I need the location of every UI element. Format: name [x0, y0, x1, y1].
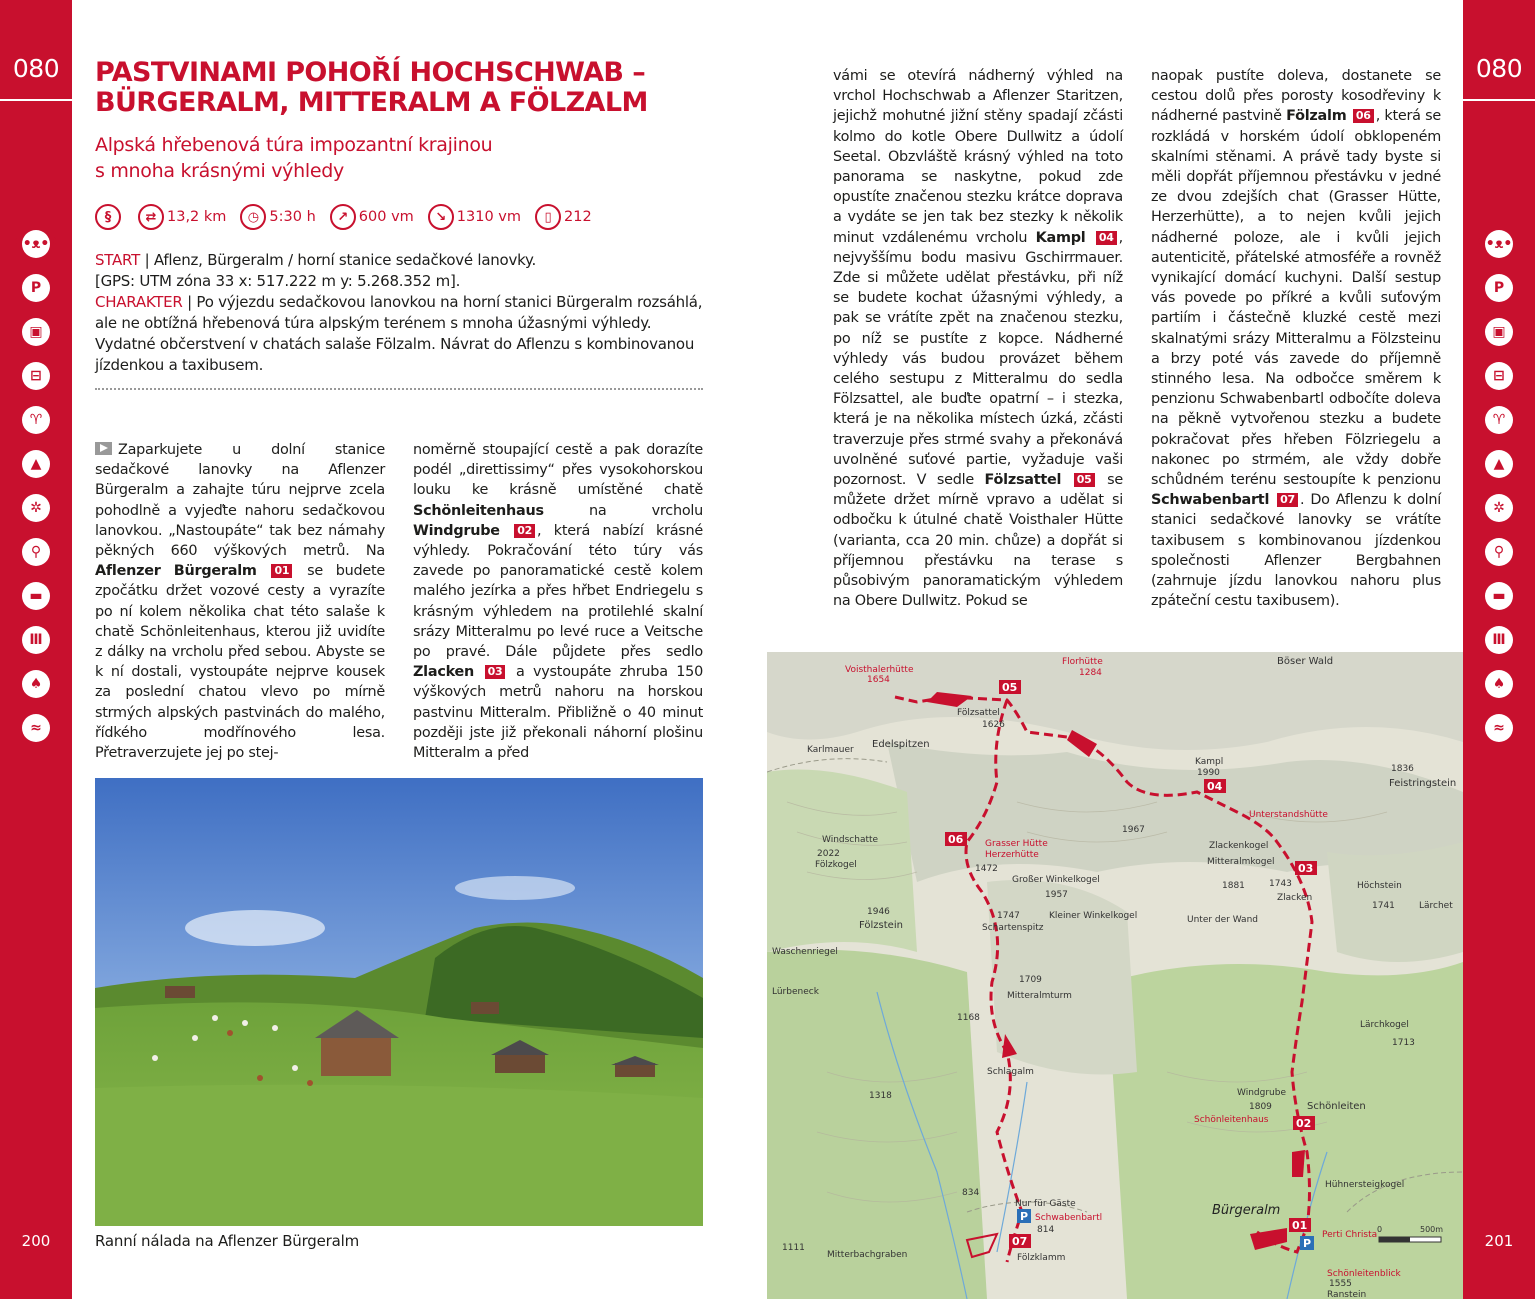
- page-title: [95, 58, 655, 118]
- text-span: Zaparkujete u dolní stanice sedačkové lanovky na Aflenzer Bürgeralm a zahajte túru nejprve zcela pohodlně a vyjeďte nahoru sedačkovou lanovkou. „Nastoupáte“ tak bez námahy pěkných 660 výškových metrů. Na: [95, 442, 385, 560]
- page-number-left: 200: [21, 1232, 51, 1250]
- snowflake-icon: ✲: [22, 494, 50, 522]
- map-badge-06: 06: [948, 833, 964, 846]
- duration-value: 5:30 h: [269, 209, 316, 225]
- scale-500-label: 500m: [1420, 1225, 1444, 1234]
- map-label: Schönleitenblick: [1327, 1269, 1401, 1279]
- map-badge-07: 07: [1012, 1235, 1028, 1248]
- ascent-icon: ↗: [330, 204, 356, 230]
- tour-info: [95, 250, 705, 376]
- bicycle-icon: ⚲: [22, 538, 50, 566]
- start-label: START: [95, 251, 141, 269]
- map-label: Mitteralmkogel: [1207, 857, 1275, 867]
- bed-icon: ▬: [22, 582, 50, 610]
- bold-place: Windgrube: [413, 522, 500, 539]
- map-label: Fölzkogel: [815, 860, 857, 870]
- waypoint-badge-03: 03: [485, 665, 506, 679]
- map-label: 2022: [817, 849, 840, 859]
- map-label: Böser Wald: [1277, 656, 1334, 667]
- bold-place: Schönleitenhaus: [413, 502, 544, 519]
- map-label: Grasser Hütte: [985, 839, 1048, 849]
- text-span: naopak pustíte doleva, dostanete se cestou dolů přes porosty kosodřeviny k nádherné pastvině: [1151, 68, 1441, 125]
- band-rule-right: [1463, 99, 1535, 101]
- map-label: 1654: [867, 675, 890, 685]
- text-span: se budete zpočátku držet vozové cesty a vyrazíte po ní kolem několika chat této salaše k chatě Schönleitenhaus, kterou již uvidíte z dálky na vrcholu před sebou. Abyste se k ní dostali, vystoupáte nejprve kousek za poslední chatou vlevo po mírně strmých alpských pastvinách do malého, řídkého modřínového lesa. Přetraverzujete jej po stej-: [95, 563, 386, 762]
- map-label: 1946: [867, 907, 890, 917]
- map-label: Kampl: [1195, 757, 1224, 767]
- cable-car-icon: ⊟: [1485, 362, 1513, 390]
- map-label: Mitteralmturm: [1007, 991, 1072, 1001]
- restaurant-icon: ♈: [1485, 406, 1513, 434]
- restaurant-icon: ♈: [22, 406, 50, 434]
- map-label: Waschenriegel: [772, 947, 838, 957]
- swimming-icon: ≈: [22, 714, 50, 742]
- map-label: 1990: [1197, 768, 1220, 778]
- dotted-divider: [95, 388, 703, 390]
- map-parking-p2: P: [1303, 1237, 1312, 1250]
- parking-icon: P: [22, 274, 50, 302]
- snowflake-icon: ✲: [1485, 494, 1513, 522]
- cable-car-icon: ⊟: [22, 362, 50, 390]
- text-column-3: [833, 66, 1123, 611]
- distance-value: 13,2 km: [167, 209, 227, 225]
- waypoint-badge-06: 06: [1353, 109, 1374, 123]
- map-label: 1318: [869, 1091, 892, 1101]
- map-label: 1747: [997, 911, 1020, 921]
- gps-text: [GPS: UTM zóna 33 x: 517.222 m y: 5.268.352 m].: [95, 272, 461, 290]
- map-label: Höchstein: [1357, 881, 1402, 891]
- tree-icon: ♠: [22, 670, 50, 698]
- text-span: . Do Aflenzu k dolní stanici sedačkové lanovky se vrátíte taxibusem s kombinovanou jízdenkou společnosti Aflenzer Bergbahnen (zahrnuje jízdu lanovkou nahoru plus zpáteční cestu taxibusem).: [1151, 492, 1441, 610]
- map-parking-p1: P: [1020, 1210, 1029, 1223]
- map-label: 1555: [1329, 1279, 1352, 1289]
- map-label: Nur für Gäste: [1015, 1199, 1076, 1209]
- map-label: Feistringstein: [1389, 778, 1457, 789]
- map-label: Großer Winkelkogel: [1012, 875, 1100, 885]
- charakter-label: CHARAKTER: [95, 293, 183, 311]
- map-label: Mitterbachgraben: [827, 1250, 908, 1260]
- map-number-value: 212: [564, 209, 592, 225]
- map-label: Fölzsattel: [957, 708, 1000, 718]
- map-label: Lärchet: [1419, 901, 1453, 911]
- text-span: noměrně stoupající cestě a pak dorazíte podél „direttissimy“ přes vysokohorskou louku ke krásně umístěné chatě: [413, 442, 703, 499]
- map-label: 1111: [782, 1243, 805, 1253]
- signpost-icon: ⇄: [138, 204, 164, 230]
- map-label: Schartenspitz: [982, 923, 1044, 933]
- map-label: Kleiner Winkelkogel: [1049, 911, 1138, 921]
- map-label: Lärchkogel: [1360, 1020, 1409, 1030]
- text-span: vámi se otevírá nádherný výhled na vrchol Hochschwab a Aflenzer Staritzen, jejichž mohutné jižní stěny spadají zčásti kolmo do kotle Obere Dullwitz a údolí Seetal. Obzvláště krásný výhled na toto panorama se naskytne, pokud zde opustíte značenou stezku krátce doprava a vydáte se jen tak bez stezky k několik minut vzdálenému vrcholu: [833, 68, 1123, 246]
- photo-illustration: [95, 778, 703, 1226]
- summit-icon: ▲: [22, 450, 50, 478]
- page-code-left: 080: [12, 54, 60, 83]
- map-badge-03: 03: [1298, 862, 1314, 875]
- start-line: [95, 250, 705, 271]
- page-code-right: 080: [1475, 54, 1523, 83]
- text-span: a vystoupáte zhruba 150 výškových metrů nahoru na horskou pastvinu Mitteralm. Přibližně o 40 minut později jste již překonali náhorní plošinu Mitteralm a před: [413, 664, 703, 762]
- bus-icon: ▣: [1485, 318, 1513, 346]
- descent-stat: [428, 204, 521, 230]
- map-label: Schwabenbartl: [1035, 1213, 1103, 1223]
- map-label: Windgrube: [1237, 1088, 1286, 1098]
- map-label: Karlmauer: [807, 745, 854, 755]
- charakter-block: [95, 292, 705, 376]
- museum-icon: Ⅲ: [22, 626, 50, 654]
- map-label: Edelspitzen: [872, 739, 930, 750]
- map-label: Schlagalm: [987, 1067, 1034, 1077]
- swimming-icon: ≈: [1485, 714, 1513, 742]
- landscape-photo: [95, 778, 703, 1226]
- map-label: Hühnersteigkogel: [1325, 1180, 1405, 1190]
- page-subtitle: [95, 132, 655, 184]
- map-label: 1284: [1079, 668, 1102, 678]
- waypoint-badge-07: 07: [1277, 493, 1298, 507]
- map-sheet-icon: ▯: [535, 204, 561, 230]
- play-marker-icon: [95, 442, 112, 455]
- map-label: Schönleiten: [1307, 1101, 1366, 1112]
- map-label: Perti Christa: [1322, 1230, 1378, 1240]
- left-side-band: [0, 0, 72, 1299]
- waypoint-badge-01: 01: [271, 564, 292, 578]
- map-label: Windschatte: [822, 835, 879, 845]
- bear-icon: ʕ•ᴥ•ʔ: [1485, 230, 1513, 258]
- map-stat: [535, 204, 592, 230]
- map-label: 1472: [975, 864, 998, 874]
- page-number-right: 201: [1484, 1232, 1514, 1250]
- bed-icon: ▬: [1485, 582, 1513, 610]
- ascent-stat: [330, 204, 414, 230]
- route-type-stat: [95, 204, 124, 230]
- charakter-text: | Po výjezdu sedačkovou lanovkou na horní stanici Bürgeralm rozsáhlá, ale ne obtížná hřebenová túra alpským terénem s mnoha úžasnými výhledy. Vydatné občerstvení v chatách salaše Fölzalm. Návrat do Aflenzu s kombinovanou jízdenkou a taxibusem.: [95, 293, 703, 374]
- waypoint-badge-02: 02: [514, 524, 535, 538]
- map-label: 1713: [1392, 1038, 1415, 1048]
- scale-zero-label: 0: [1377, 1225, 1383, 1234]
- bicycle-icon: ⚲: [1485, 538, 1513, 566]
- bear-icon: ʕ•ᴥ•ʔ: [22, 230, 50, 258]
- duration-stat: [240, 204, 315, 230]
- category-icons-right: [1477, 230, 1521, 758]
- descent-icon: ↘: [428, 204, 454, 230]
- map-label: Voisthalerhütte: [845, 665, 914, 675]
- waypoint-badge-04: 04: [1096, 231, 1117, 245]
- bold-place: Zlacken: [413, 664, 475, 681]
- map-label: 1809: [1249, 1102, 1272, 1112]
- map-label: 1836: [1391, 764, 1414, 774]
- text-span: na vrcholu: [589, 502, 703, 519]
- right-side-band: [1463, 0, 1535, 1299]
- band-rule-left: [0, 99, 72, 101]
- text-column-4: [1151, 66, 1441, 611]
- text-column-2: [413, 440, 703, 763]
- bold-place: Fölzsattel: [984, 472, 1062, 489]
- text-span: , která se rozkládá v horském údolí obklopeném skalními stěnami. A právě tady byste si měli dopřát příjemnou přestávku v jedné ze dvou zdejších chat (Grasser Hütte, Herzerhütte), a to nejen kvůli jejich nádherné poloze, ale i kvůli jejich autenticitě, přátelské atmosféře a rovněž vynikající domácí kuchyni. Další sestup vás povede po příkré a kvůli suťovým partiím i částečně kluzké cestě mezi skalnatými srázy Mitteralmu a Fölzsteinu a brzy poté vás zavede do příjemně stinného lesa. Na odbočce směrem k penzionu Schwabenbartl odbočíte doleva na pěkně vytvořenou stezku a budete pokračovat přes hřeben Fölzriegelu a nakonec po strmém, ale vždy dobře schůdném terénu sestoupíte k penzionu: [1151, 108, 1442, 489]
- tour-stats: [95, 202, 606, 232]
- clock-icon: ◷: [240, 204, 266, 230]
- map-label: Zlacken: [1277, 893, 1313, 903]
- map-label: Lürbeneck: [772, 987, 819, 997]
- map-label: 834: [962, 1188, 980, 1198]
- map-label: Herzerhütte: [985, 850, 1039, 860]
- ascent-value: 600 vm: [358, 209, 414, 225]
- summit-icon: ▲: [1485, 450, 1513, 478]
- map-label: Bürgeralm: [1212, 1203, 1281, 1218]
- map-label: Florhütte: [1062, 657, 1103, 667]
- winding-route-icon: §: [95, 204, 121, 230]
- map-label: Ranstein: [1327, 1290, 1367, 1299]
- map-label: 814: [1037, 1225, 1055, 1235]
- title-line-2: BÜRGERALM, MITTERALM A FÖLZALM: [95, 87, 648, 118]
- map-badge-01: 01: [1292, 1219, 1308, 1232]
- text-span: se můžete držet mírně vpravo a udělat si odbočku k útulné chatě Voisthaler Hütte (varianta, cca 20 min. chůze) a dopřát si příjemnou přestávku na terase s působivým panoramatickým výhledem na Obere Dullwitz. Pokud se: [833, 472, 1124, 610]
- map-label: Unter der Wand: [1187, 915, 1258, 925]
- map-label: Unterstandshütte: [1249, 810, 1328, 820]
- bold-place: Aflenzer Bürgeralm: [95, 563, 257, 580]
- text-column-1: [95, 440, 385, 763]
- distance-stat: [138, 204, 226, 230]
- map-label: 1626: [982, 720, 1005, 730]
- map-label: 1967: [1122, 825, 1145, 835]
- category-icons-left: [14, 230, 58, 758]
- map-label: 1741: [1372, 901, 1395, 911]
- map-label: 1957: [1045, 890, 1068, 900]
- parking-icon: P: [1485, 274, 1513, 302]
- map-label: 1168: [957, 1013, 980, 1023]
- map-label: Fölzklamm: [1017, 1253, 1066, 1263]
- map-label: Fölzstein: [859, 920, 903, 931]
- subtitle-line-1: Alpská hřebenová túra impozantní krajinou: [95, 134, 493, 156]
- text-span: , nejvyššímu bodu masivu Gschirrmauer. Zde si můžete udělat přestávku, při níž se budete kochat úžasnými výhledy, a pak se vrátíte zpět na značenou stezku, po níž se pustíte z kopce. Nádherné výhledy vás budou provázet během celého sestupu z Mitteralmu do sedla Fölzsattel, ale buďte opatrní – i stezka, která je na několika místech úzká, zčásti traverzuje přes strmé svahy a překonává uvolněné suťové partie, vyžaduje vaši pozornost. V sedle: [833, 229, 1123, 489]
- bus-icon: ▣: [22, 318, 50, 346]
- subtitle-line-2: s mnoha krásnými výhledy: [95, 160, 344, 182]
- map-badge-04: 04: [1207, 780, 1223, 793]
- map-label: 1881: [1222, 881, 1245, 891]
- start-text: | Aflenz, Bürgeralm / horní stanice sedačkové lanovky.: [144, 251, 537, 269]
- bold-place: Kampl: [1035, 229, 1086, 246]
- route-map: [767, 652, 1463, 1299]
- photo-caption: Ranní nálada na Aflenzer Bürgeralm: [95, 1232, 359, 1250]
- map-badge-02: 02: [1296, 1117, 1312, 1130]
- map-label: 1743: [1269, 879, 1292, 889]
- bold-place: Schwabenbartl: [1151, 492, 1270, 509]
- map-label: Schönleitenhaus: [1194, 1115, 1269, 1125]
- bold-place: Fölzalm: [1286, 108, 1347, 125]
- map-badge-05: 05: [1002, 681, 1018, 694]
- text-span: , která nabízí krásné výhledy. Pokračování této túry vás zavede po panoramatické cestě kolem malého jezírka a přes hřbet Endriegelu s krásným výhledem na protilehlé skalní srázy Mitteralmu po levé ruce a Veitsche po pravé. Dále půjdete přes sedlo: [413, 522, 704, 661]
- title-line-1: PASTVINAMI POHOŘÍ HOCHSCHWAB –: [95, 57, 646, 88]
- map-label: 1709: [1019, 975, 1042, 985]
- waypoint-badge-05: 05: [1074, 473, 1095, 487]
- descent-value: 1310 vm: [456, 209, 522, 225]
- topographic-map: [767, 652, 1463, 1299]
- museum-icon: Ⅲ: [1485, 626, 1513, 654]
- map-label: Zlackenkogel: [1209, 841, 1269, 851]
- tree-icon: ♠: [1485, 670, 1513, 698]
